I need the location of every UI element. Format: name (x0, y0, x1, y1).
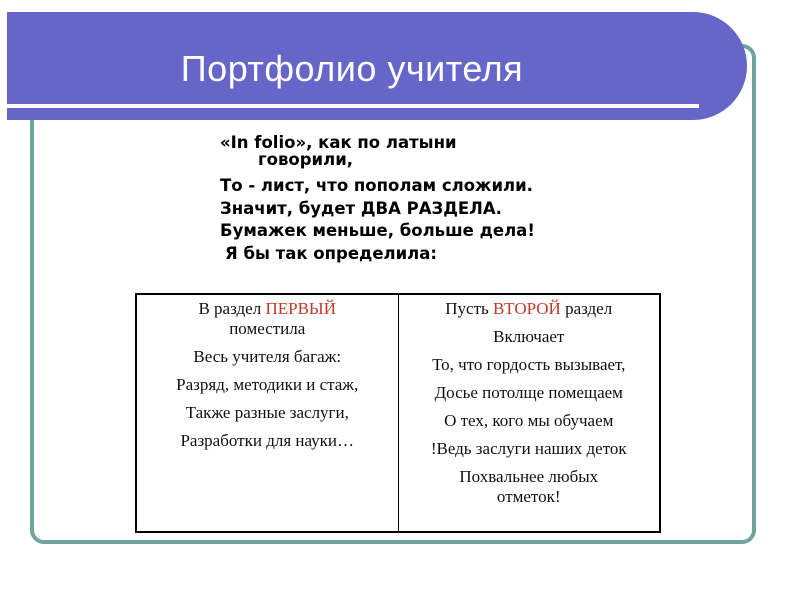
title-banner (7, 12, 747, 120)
cell-line: Досье потолще помещаем (434, 383, 623, 402)
poem-line: Я бы так определила: (225, 243, 437, 263)
poem-line: Бумажек меньше, больше дела! (220, 221, 535, 240)
cell-line: Разряд, методики и стаж, (176, 375, 359, 394)
section-second-heading (399, 299, 660, 319)
section-first-cell (137, 295, 399, 531)
sections-table (135, 293, 661, 533)
heading-suffix: раздел (560, 299, 613, 318)
poem-line: «In folio», как по латыни (220, 133, 457, 152)
cell-line: Весь учителя багаж: (193, 347, 342, 366)
cell-line: Также разные заслуги, (185, 403, 349, 422)
heading-highlight: ПЕРВЫЙ (265, 299, 337, 318)
cell-line: поместила (229, 319, 306, 338)
section-second-cell (399, 295, 660, 531)
poem-line: Значит, будет ДВА РАЗДЕЛА. (220, 198, 502, 218)
poem-block (220, 134, 535, 265)
title-underline (7, 104, 699, 108)
cell-line: отметок! (496, 487, 561, 506)
poem-line: То - лист, что пополам сложили. (220, 176, 533, 195)
heading-prefix: В раздел (198, 299, 266, 318)
cell-line: О тех, кого мы обучаем (444, 411, 614, 430)
cell-line: !Ведь заслуги наших деток (430, 439, 627, 458)
poem-line: говорили, (258, 150, 354, 169)
cell-line: Включает (493, 327, 565, 346)
cell-line: Похвальнее любых (459, 467, 599, 486)
cell-line: Разработки для науки… (180, 431, 355, 450)
heading-prefix: Пусть (445, 299, 494, 318)
section-first-heading (137, 299, 398, 319)
slide-title: Портфолио учителя (180, 48, 524, 89)
heading-highlight: ВТОРОЙ (493, 299, 561, 318)
cell-line: То, что гордость вызывает, (432, 355, 626, 374)
